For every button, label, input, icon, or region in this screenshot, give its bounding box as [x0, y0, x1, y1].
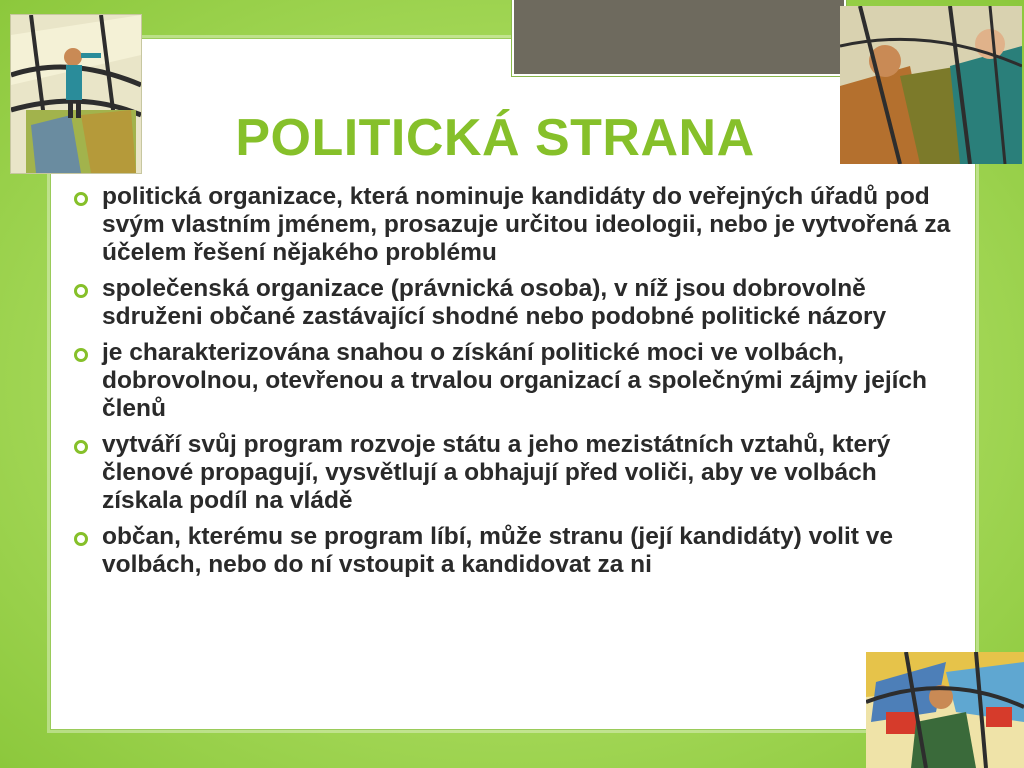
- crowd-with-flags-clipart-image: [866, 652, 1024, 768]
- bullet-circle-icon: [74, 284, 88, 298]
- bullet-item: [72, 523, 962, 579]
- bullet-circle-icon: [74, 440, 88, 454]
- bullet-item: [72, 339, 962, 423]
- bullet-item: [72, 275, 962, 331]
- bullet-circle-icon: [74, 192, 88, 206]
- bullet-text: společenská organizace (právnická osoba), v níž jsou dobrovolně sdruženi občané zastávající shodné nebo podobné politické názory: [102, 275, 887, 330]
- bullet-item: [72, 183, 962, 267]
- bullet-text: vytváří svůj program rozvoje státu a jeho mezistátních vztahů, který členové propagují, vysvětlují a obhajují před voliči, aby ve volbách získala podíl na vládě: [102, 431, 891, 514]
- bullet-circle-icon: [74, 532, 88, 546]
- bullet-item: [72, 431, 962, 515]
- bullet-circle-icon: [74, 348, 88, 362]
- bullet-text: politická organizace, která nominuje kandidáty do veřejných úřadů pod svým vlastním jménem, prosazuje určitou ideologii, nebo je vytvořená za účelem řešení nějakého problému: [102, 183, 951, 266]
- decorative-dark-block: [512, 0, 846, 76]
- slide-title: POLITICKÁ STRANA: [235, 109, 755, 167]
- bullet-text: je charakterizována snahou o získání politické moci ve volbách, dobrovolnou, otevřenou a trvalou organizací a společnými zájmy jejích členů: [102, 339, 928, 422]
- bullet-list: [72, 183, 962, 587]
- bullet-text: občan, kterému se program líbí, může stranu (její kandidáty) volit ve volbách, nebo do ní vstoupit a kandidovat za ni: [102, 523, 894, 578]
